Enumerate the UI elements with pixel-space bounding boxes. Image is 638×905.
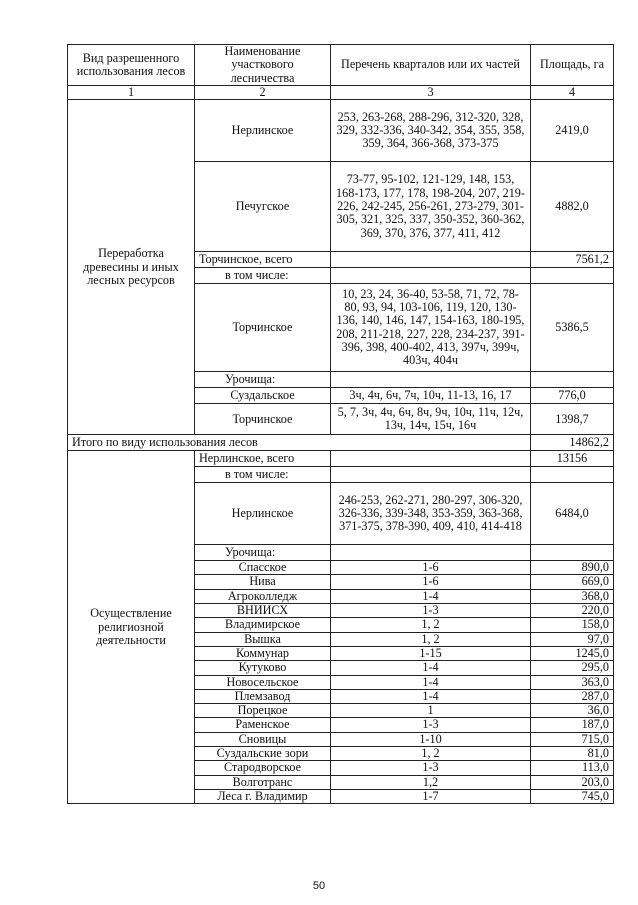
- quarters-cell: 1-3: [331, 761, 531, 775]
- area-cell: 203,0: [531, 775, 614, 789]
- forestry-cell: Агроколледж: [195, 589, 331, 603]
- area-cell: [531, 467, 614, 483]
- header-area: Площадь, га: [531, 45, 614, 86]
- quarters-cell: [331, 252, 531, 268]
- forestry-cell: Суздальские зори: [195, 747, 331, 761]
- quarters-cell: 1,2: [331, 775, 531, 789]
- quarters-cell: 10, 23, 24, 36-40, 53-58, 71, 72, 78-80, 93, 94, 103-106, 119, 120, 130-136, 140, 146, 147, 154-163, 180-195, 208, 211-218, 227, 228, 234-237, 391-396, 398, 400-402, 413, 397ч, 399ч, 403ч, 404ч: [331, 284, 531, 372]
- total-area: 14862,2: [531, 435, 614, 451]
- forestry-cell: в том числе:: [195, 467, 331, 483]
- forestry-cell: Волготранс: [195, 775, 331, 789]
- column-number: 1: [68, 85, 195, 99]
- quarters-cell: 3ч, 4ч, 6ч, 7ч, 10ч, 11-13, 16, 17: [331, 388, 531, 404]
- area-cell: 776,0: [531, 388, 614, 404]
- quarters-cell: 1, 2: [331, 747, 531, 761]
- area-cell: 745,0: [531, 789, 614, 803]
- area-cell: 97,0: [531, 632, 614, 646]
- header-forestry: Наименование участкового лесничества: [195, 45, 331, 86]
- area-cell: 669,0: [531, 575, 614, 589]
- quarters-cell: [331, 372, 531, 388]
- area-cell: 890,0: [531, 561, 614, 575]
- forestry-cell: Нерлинское: [195, 100, 331, 162]
- forestry-cell: Нерлинское: [195, 483, 331, 545]
- area-cell: 363,0: [531, 675, 614, 689]
- area-cell: 1398,7: [531, 404, 614, 435]
- quarters-cell: 1-4: [331, 689, 531, 703]
- quarters-cell: 1-3: [331, 604, 531, 618]
- header-quarters: Перечень кварталов или их частей: [331, 45, 531, 86]
- area-cell: 2419,0: [531, 100, 614, 162]
- forestry-cell: Торчинское, всего: [195, 252, 331, 268]
- forestry-cell: Племзавод: [195, 689, 331, 703]
- quarters-cell: 253, 263-268, 288-296, 312-320, 328, 329, 332-336, 340-342, 354, 355, 358, 359, 364, 366-368, 373-375: [331, 100, 531, 162]
- table-row: [68, 100, 614, 162]
- quarters-cell: 1-4: [331, 675, 531, 689]
- area-cell: 81,0: [531, 747, 614, 761]
- area-cell: 715,0: [531, 732, 614, 746]
- forestry-cell: Стародворское: [195, 761, 331, 775]
- area-cell: 220,0: [531, 604, 614, 618]
- area-cell: [531, 545, 614, 561]
- area-cell: 158,0: [531, 618, 614, 632]
- quarters-cell: [331, 467, 531, 483]
- quarters-cell: [331, 545, 531, 561]
- area-cell: 13156: [531, 451, 614, 467]
- forest-use-table: [67, 44, 614, 804]
- table-row: [68, 451, 614, 467]
- quarters-cell: 1-10: [331, 732, 531, 746]
- quarters-cell: 73-77, 95-102, 121-129, 148, 153, 168-173, 177, 178, 198-204, 207, 219-226, 242-245, 256-261, 273-279, 301-305, 321, 325, 337, 350-352, 360-362, 369, 370, 376, 377, 411, 412: [331, 162, 531, 252]
- total-label: Итого по виду использования лесов: [68, 435, 531, 451]
- forestry-cell: Сновицы: [195, 732, 331, 746]
- quarters-cell: 1, 2: [331, 632, 531, 646]
- quarters-cell: [331, 268, 531, 284]
- column-number: 2: [195, 85, 331, 99]
- area-cell: 187,0: [531, 718, 614, 732]
- forestry-cell: в том числе:: [195, 268, 331, 284]
- column-number-row: [68, 85, 614, 99]
- quarters-cell: 1-15: [331, 646, 531, 660]
- header-row: [68, 45, 614, 86]
- area-cell: 1245,0: [531, 646, 614, 660]
- use-type-cell: Осуществление религиозной деятельности: [68, 451, 195, 804]
- forestry-cell: Порецкое: [195, 704, 331, 718]
- area-cell: [531, 372, 614, 388]
- use-type-cell: Переработка древесины и иных лесных ресурсов: [68, 100, 195, 435]
- quarters-cell: 1-3: [331, 718, 531, 732]
- area-cell: 5386,5: [531, 284, 614, 372]
- area-cell: 7561,2: [531, 252, 614, 268]
- forestry-cell: Владимирское: [195, 618, 331, 632]
- quarters-cell: [331, 451, 531, 467]
- forestry-cell: Суздальское: [195, 388, 331, 404]
- forestry-cell: Торчинское: [195, 284, 331, 372]
- quarters-cell: 1-4: [331, 589, 531, 603]
- area-cell: 295,0: [531, 661, 614, 675]
- forestry-cell: Леса г. Владимир: [195, 789, 331, 803]
- quarters-cell: 1-6: [331, 575, 531, 589]
- area-cell: [531, 268, 614, 284]
- area-cell: 6484,0: [531, 483, 614, 545]
- forestry-cell: Раменское: [195, 718, 331, 732]
- area-cell: 368,0: [531, 589, 614, 603]
- area-cell: 287,0: [531, 689, 614, 703]
- forestry-cell: Печугское: [195, 162, 331, 252]
- header-use-type: Вид разрешенного использования лесов: [68, 45, 195, 86]
- quarters-cell: 1-4: [331, 661, 531, 675]
- forestry-cell: Урочища:: [195, 545, 331, 561]
- column-number: 4: [531, 85, 614, 99]
- quarters-cell: 5, 7, 3ч, 4ч, 6ч, 8ч, 9ч, 10ч, 11ч, 12ч, 13ч, 14ч, 15ч, 16ч: [331, 404, 531, 435]
- quarters-cell: 1, 2: [331, 618, 531, 632]
- forestry-cell: Кутуково: [195, 661, 331, 675]
- area-cell: 113,0: [531, 761, 614, 775]
- forestry-cell: Коммунар: [195, 646, 331, 660]
- forestry-cell: Нива: [195, 575, 331, 589]
- area-cell: 36,0: [531, 704, 614, 718]
- forestry-cell: Урочища:: [195, 372, 331, 388]
- forestry-cell: Спасское: [195, 561, 331, 575]
- quarters-cell: 1: [331, 704, 531, 718]
- area-cell: 4882,0: [531, 162, 614, 252]
- forestry-cell: ВНИИСХ: [195, 604, 331, 618]
- forestry-cell: Нерлинское, всего: [195, 451, 331, 467]
- column-number: 3: [331, 85, 531, 99]
- page-number: 50: [312, 880, 326, 892]
- quarters-cell: 1-7: [331, 789, 531, 803]
- quarters-cell: 246-253, 262-271, 280-297, 306-320, 326-336, 339-348, 353-359, 363-368, 371-375, 378-390, 409, 410, 414-418: [331, 483, 531, 545]
- total-row: [68, 435, 614, 451]
- quarters-cell: 1-6: [331, 561, 531, 575]
- forestry-cell: Торчинское: [195, 404, 331, 435]
- forestry-cell: Вышка: [195, 632, 331, 646]
- forestry-cell: Новосельское: [195, 675, 331, 689]
